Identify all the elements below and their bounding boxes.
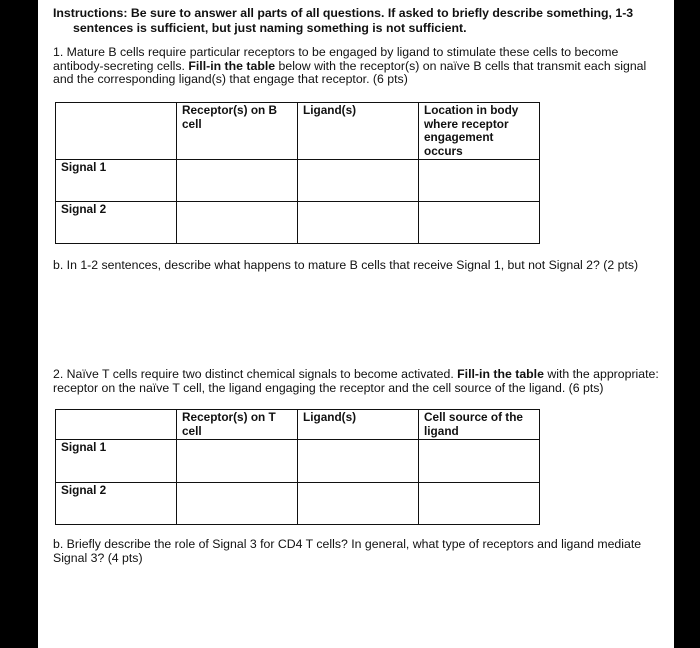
q2-table-row <box>56 483 540 525</box>
q2-cell-signal-2-receptor[interactable] <box>177 483 298 525</box>
q1-table <box>55 102 540 244</box>
q2-part-b <box>53 538 663 565</box>
q1-prompt-line-2 <box>53 60 663 74</box>
q2-part-b-line-1: b. Briefly describe the role of Signal 3 for CD4 T cells? In general, what type of receptors and ligand mediate <box>53 537 642 551</box>
q2-row-label-signal-2: Signal 2 <box>56 483 177 525</box>
q2-fill-in-emphasis: Fill-in the table <box>457 367 544 381</box>
q2-header-ligand: Ligand(s) <box>298 410 419 440</box>
q2-cell-signal-1-receptor[interactable] <box>177 440 298 483</box>
q1-table-row <box>56 202 540 244</box>
q2-cell-signal-2-ligand[interactable] <box>298 483 419 525</box>
q2-header-empty <box>56 410 177 440</box>
q1-header-ligand: Ligand(s) <box>298 103 419 160</box>
q1-prompt-line-1: 1. Mature B cells require particular receptors to be engaged by ligand to stimulate these cells to become <box>53 45 619 59</box>
q1-cell-signal-2-location[interactable] <box>419 202 540 244</box>
q1-fill-in-emphasis: Fill-in the table <box>188 58 276 73</box>
instructions <box>53 6 653 36</box>
q2-cell-signal-1-source[interactable] <box>419 440 540 483</box>
q1-table-row <box>56 160 540 202</box>
q2-part-b-line-2: Signal 3? (4 pts) <box>53 550 143 565</box>
q1-row-label-signal-2: Signal 2 <box>56 202 177 244</box>
q2-prompt-line-2: receptor on the naïve T cell, the ligand engaging the receptor and the cell source of the ligand. (6 pts) <box>53 380 604 395</box>
q1-prompt-text: antibody-secreting cells. <box>53 58 189 73</box>
q2-row-label-signal-1: Signal 1 <box>56 440 177 483</box>
q2-table <box>55 409 540 525</box>
q1-header-location: Location in body where receptor engagement occurs <box>419 103 540 160</box>
q2-header-cell-source: Cell source of the ligand <box>419 410 540 440</box>
q2-header-receptor: Receptor(s) on T cell <box>177 410 298 440</box>
q1-part-b: b. In 1-2 sentences, describe what happens to mature B cells that receive Signal 1, but not Signal 2? (2 pts) <box>53 258 639 272</box>
q1-cell-signal-2-receptor[interactable] <box>177 202 298 244</box>
q2-prompt <box>53 368 663 395</box>
q1-table-header-row <box>56 103 540 160</box>
document-page <box>38 0 674 648</box>
instructions-line-2: sentences is sufficient, but just naming something is not sufficient. <box>73 21 467 35</box>
q1-cell-signal-1-location[interactable] <box>419 160 540 202</box>
q2-prompt-text: 2. Naïve T cells require two distinct chemical signals to become activated. <box>53 367 458 381</box>
q1-prompt <box>53 46 663 87</box>
instructions-line-1: Instructions: Be sure to answer all parts of all questions. If asked to briefly describe something, 1-3 <box>53 6 634 20</box>
q1-prompt-line-3: and the corresponding ligand(s) that engage that receptor. (6 pts) <box>53 72 408 86</box>
q1-row-label-signal-1: Signal 1 <box>56 160 177 202</box>
left-dark-border <box>0 0 38 648</box>
q2-prompt-text-2: with the appropriate: <box>543 367 659 381</box>
q1-header-receptor: Receptor(s) on B cell <box>177 103 298 160</box>
right-dark-border <box>674 0 700 648</box>
q2-cell-signal-2-source[interactable] <box>419 483 540 525</box>
q2-table-header-row <box>56 410 540 440</box>
q1-cell-signal-1-receptor[interactable] <box>177 160 298 202</box>
q1-cell-signal-2-ligand[interactable] <box>298 202 419 244</box>
q2-cell-signal-1-ligand[interactable] <box>298 440 419 483</box>
q2-prompt-line-1 <box>53 368 663 382</box>
q1-header-empty <box>56 103 177 160</box>
q1-cell-signal-1-ligand[interactable] <box>298 160 419 202</box>
q1-prompt-text-2: below with the receptor(s) on naïve B cells that transmit each signal <box>275 58 647 73</box>
q2-table-row <box>56 440 540 483</box>
